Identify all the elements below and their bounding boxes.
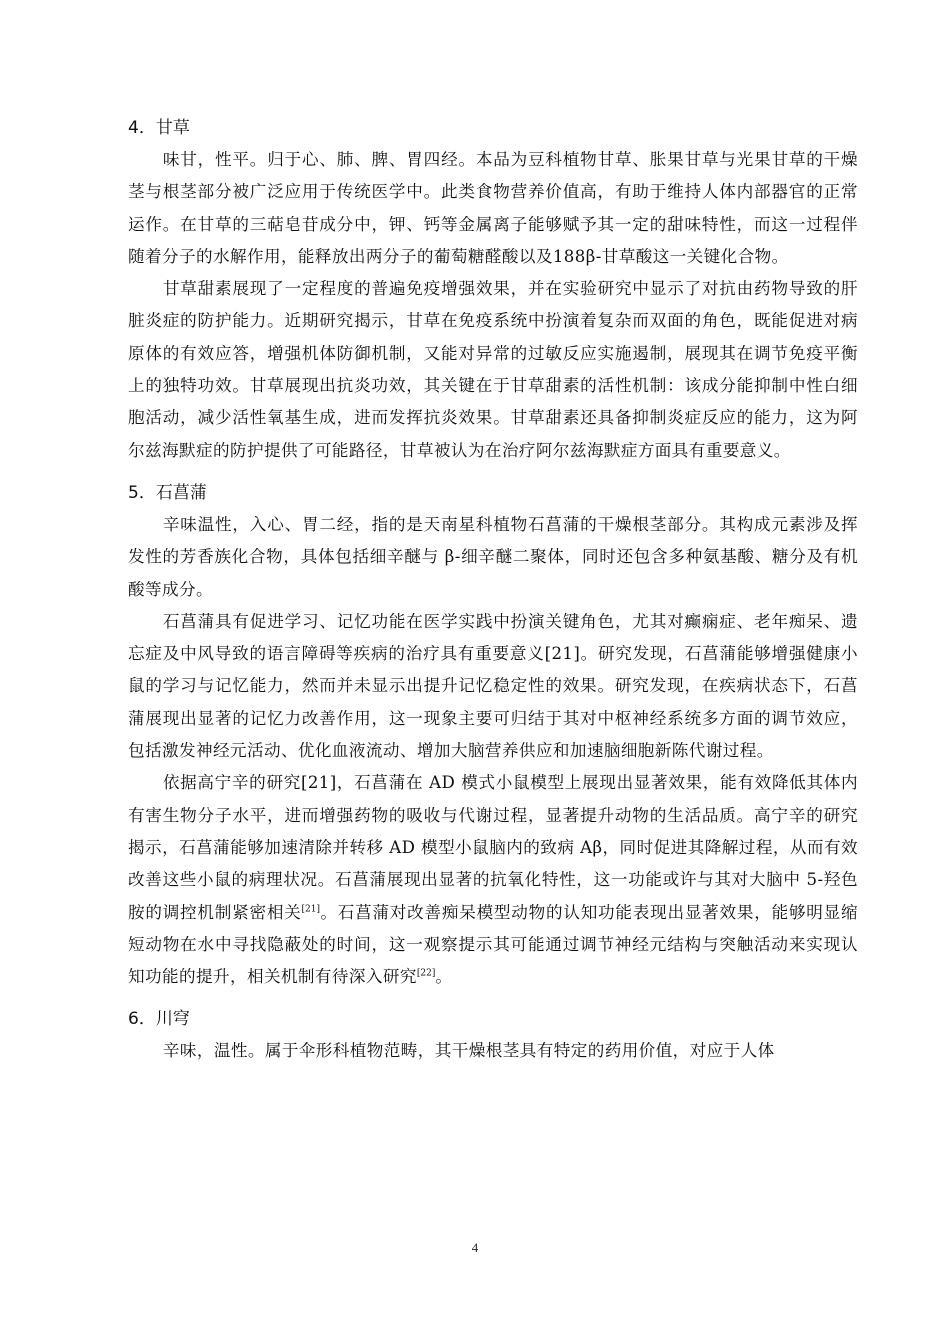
- paragraph: 辛味温性，入心、胃二经，指的是天南星科植物石菖蒲的干燥根茎部分。其构成元素涉及挥发性的芳香族化合物，具体包括细辛醚与 β-细辛醚二聚体，同时还包含多种氨基酸、糖分及有机酸等成分。: [128, 514, 858, 599]
- paragraph: 辛味，温性。属于伞形科植物范畴，其干燥根茎具有特定的药用价值，对应于人体: [162, 1041, 775, 1061]
- paragraph-text: 。: [435, 967, 453, 987]
- paragraph-text: 。石菖蒲对改善痴呆模型动物的认知功能表现出显著效果，能够明显缩短动物在水中寻找隐蔽处的时间，这一观察提示其可能通过调节神经元结构与突触活动来实现认知功能的提升，相关机制有待深入研究: [128, 902, 858, 987]
- section-heading-chuanqiong: 6．川穹: [128, 1009, 190, 1030]
- document-body: [128, 112, 858, 1068]
- paragraph: 味甘，性平。归于心、肺、脾、胃四经。本品为豆科植物甘草、胀果甘草与光果甘草的干燥茎与根茎部分被广泛应用于传统医学中。此类食物营养价值高，有助于维持人体内部器官的正常运作。在甘草的三萜皂苷成分中，钾、钙等金属离子能够赋予其一定的甜味特性，而这一过程伴随着分子的水解作用，能释放出两分子的葡萄糖醛酸以及188β-甘草酸这一关键化合物。: [128, 150, 858, 266]
- paragraph: 石菖蒲具有促进学习、记忆功能在医学实践中扮演关键角色，尤其对癫痫症、老年痴呆、遗忘症及中风导致的语言障碍等疾病的治疗具有重要意义[21]。研究发现，石菖蒲能够增强健康小鼠的学习与记忆能力，然而并未显示出提升记忆稳定性的效果。研究发现，在疾病状态下，石菖蒲展现出显著的记忆力改善作用，这一现象主要可归结于其对中枢神经系统多方面的调节效应，包括激发神经元活动、优化血液流动、增加大脑营养供应和加速脑细胞新陈代谢过程。: [128, 611, 858, 761]
- citation-ref: [21]: [301, 904, 321, 914]
- citation-ref: [22]: [416, 968, 436, 979]
- page-number: 4: [471, 1240, 479, 1255]
- section-heading-shichangpu: 5．石菖蒲: [128, 482, 207, 503]
- paragraph: 甘草甜素展现了一定程度的普遍免疫增强效果，并在实验研究中显示了对抗由药物导致的肝脏炎症的防护能力。近期研究揭示，甘草在免疫系统中扮演着复杂而双面的角色，既能促进对病原体的有效应答，增强机体防御机制，又能对异常的过敏反应实施遏制，展现其在调节免疫平衡上的独特功效。甘草展现出抗炎功效，其关键在于甘草甜素的活性机制：该成分能抑制中性白细胞活动，减少活性氧基生成，进而发挥抗炎效果。甘草甜素还具备抑制炎症反应的能力，这为阿尔兹海默症的防护提供了可能路径，甘草被认为在治疗阿尔兹海默症方面具有重要意义。: [128, 279, 858, 460]
- paragraph-text: 依据高宁辛的研究[21]，石菖蒲在 AD 模式小鼠模型上展现出显著效果，能有效降低其体内有害生物分子水平，进而增强药物的吸收与代谢过程，显著提升动物的生活品质。高宁辛的研究揭示，石菖蒲能够加速清除并转移 AD 模型小鼠脑内的致病 Aβ，同时促进其降解过程，从而有效改善这些小鼠的病理状况。石菖蒲展现出显著的抗氧化特性，这一功能或许与其对大脑中 5-羟色胺的调控机制紧密相关: [128, 773, 858, 922]
- paragraph-with-citations: [128, 767, 858, 993]
- section-heading-gancao: 4．甘草: [128, 118, 190, 138]
